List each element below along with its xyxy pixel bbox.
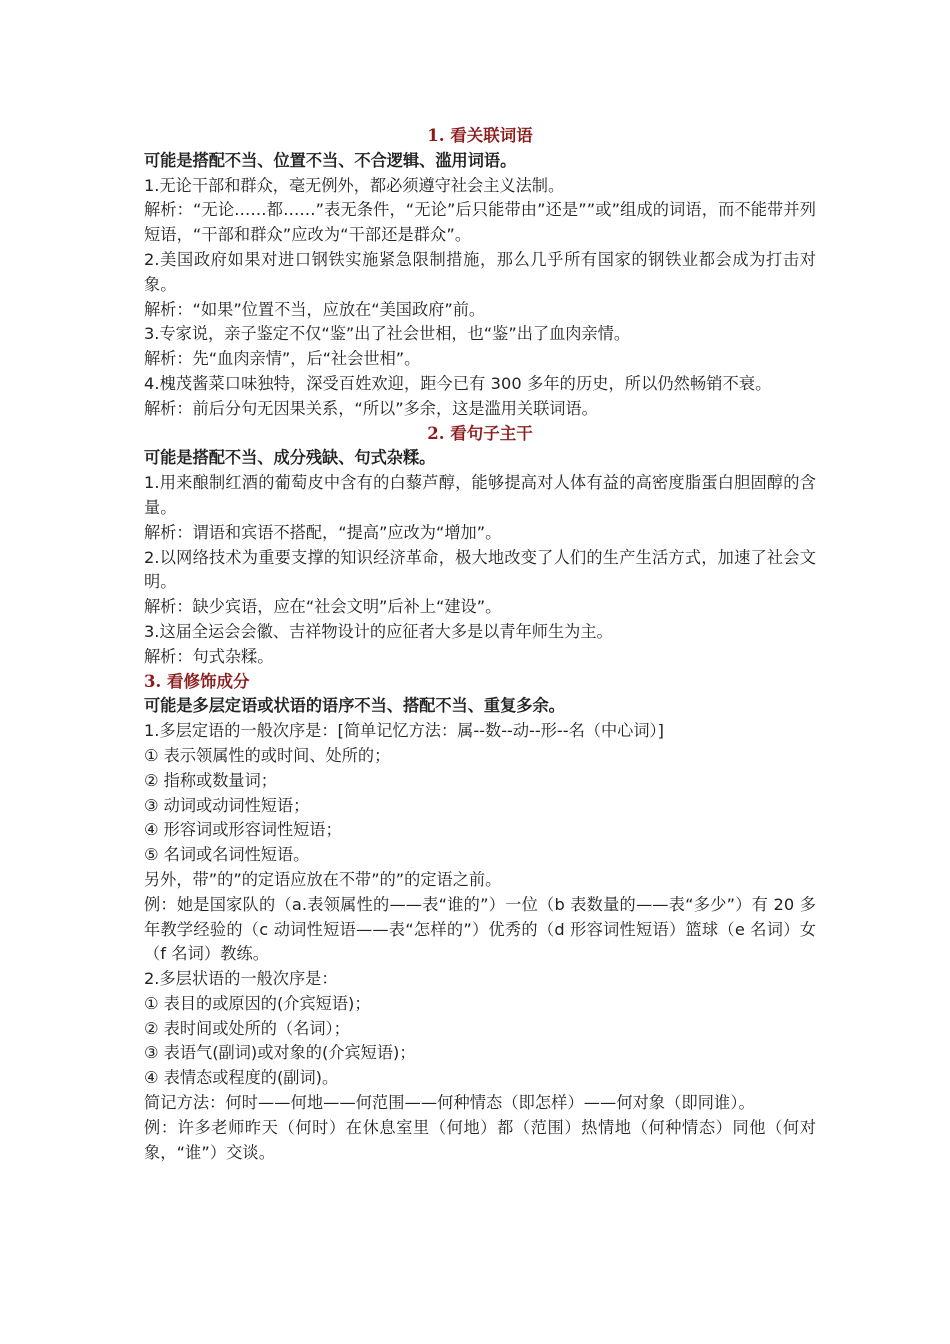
section-intro-1: 可能是搭配不当、位置不当、不合逻辑、滥用词语。 xyxy=(144,150,517,170)
question-1-2: 2.美国政府如果对进口钢铁实施紧急限制措施，那么几乎所有国家的钢铁业都会成为打击对象。 xyxy=(144,249,816,294)
adverbial-example: 例：许多老师昨天（何时）在休息室里（何地）都（范围）热情地（何种情态）同他（何对象，“谁”）交谈。 xyxy=(144,1117,816,1162)
adverbial-order-item: ② 表时间或处所的（名词）； xyxy=(144,1018,350,1038)
attributive-order-item: ⑤ 名词或名词性短语。 xyxy=(144,845,310,865)
attributive-order-item: ④ 形容词或形容词性短语； xyxy=(144,820,342,840)
attributive-order-item: ③ 动词或动词性短语； xyxy=(144,795,310,815)
question-2-3: 3.这届全运会会徽、吉祥物设计的应征者大多是以青年师生为主。 xyxy=(144,621,613,641)
adverbial-order-item: ① 表目的或原因的(介宾短语)； xyxy=(144,993,371,1013)
analysis-1-1: 解析：“无论……都……”表无条件，“无论”后只能带由”还是””或”组成的词语，而不能带并列短语，“干部和群众”应改为“干部还是群众”。 xyxy=(144,200,816,245)
analysis-1-2: 解析：“如果”位置不当，应放在“美国政府”前。 xyxy=(144,299,486,319)
adverbial-order-item: ④ 表情态或程度的(副词)。 xyxy=(144,1068,339,1088)
analysis-1-4: 解析：前后分句无因果关系，“所以”多余，这是滥用关联词语。 xyxy=(144,398,598,418)
analysis-2-2: 解析：缺少宾语，应在“社会文明”后补上“建设”。 xyxy=(144,597,502,617)
analysis-2-1: 解析：谓语和宾语不搭配，“提高”应改为“增加”。 xyxy=(144,522,502,542)
question-2-2: 2.以网络技术为重要支撑的知识经济革命，极大地改变了人们的生产生活方式，加速了社会文明。 xyxy=(144,547,816,592)
question-1-1: 1.无论干部和群众，毫无例外，都必须遵守社会主义法制。 xyxy=(144,175,565,195)
adverbial-method: 简记方法：何时——何地——何范围——何种情态（即怎样）——何对象（即同谁）。 xyxy=(144,1093,755,1113)
section-heading-1: 1. 看关联词语 xyxy=(427,126,533,145)
section-heading-2: 2. 看句子主干 xyxy=(427,423,533,443)
section-intro-2: 可能是搭配不当、成分残缺、句式杂糅。 xyxy=(144,448,436,468)
attributive-note: 另外，带”的”的定语应放在不带”的”的定语之前。 xyxy=(144,869,502,889)
analysis-2-3: 解析：句式杂糅。 xyxy=(144,646,274,666)
adverbial-order-title: 2.多层状语的一般次序是： xyxy=(144,969,338,989)
analysis-1-3: 解析：先“血肉亲情”，后“社会世相”。 xyxy=(144,349,421,369)
question-2-1: 1.用来酿制红酒的葡萄皮中含有的白藜芦醇，能够提高对人体有益的高密度脂蛋白胆固醇的含量。 xyxy=(144,473,816,517)
question-1-3: 3.专家说，亲子鉴定不仅“鉴”出了社会世相，也“鉴”出了血肉亲情。 xyxy=(144,324,631,344)
attributive-order-item: ② 指称或数量词； xyxy=(144,770,277,790)
attributive-example: 例：她是国家队的（a.表领属性的——表“谁的”）一位（b 表数量的——表“多少”）有 20 多年教学经验的（c 动词性短语——表“怎样的”）优秀的（d 形容词性短语）篮球（e 名词）女（f 名词）教练。 xyxy=(144,894,816,964)
attributive-order-title: 1.多层定语的一般次序是：[简单记忆方法：属--数--动--形--名（中心词）] xyxy=(144,721,664,741)
section-heading-3: 3. 看修饰成分 xyxy=(144,671,250,691)
section-intro-3: 可能是多层定语或状语的语序不当、搭配不当、重复多余。 xyxy=(144,696,565,716)
adverbial-order-item: ③ 表语气(副词)或对象的(介宾短语)； xyxy=(144,1043,416,1063)
question-1-4: 4.槐茂酱菜口味独特，深受百姓欢迎，距今已有 300 多年的历史，所以仍然畅销不衰。 xyxy=(144,373,772,393)
attributive-order-item: ① 表示领属性的或时间、处所的； xyxy=(144,745,391,765)
document-page xyxy=(144,124,816,1165)
